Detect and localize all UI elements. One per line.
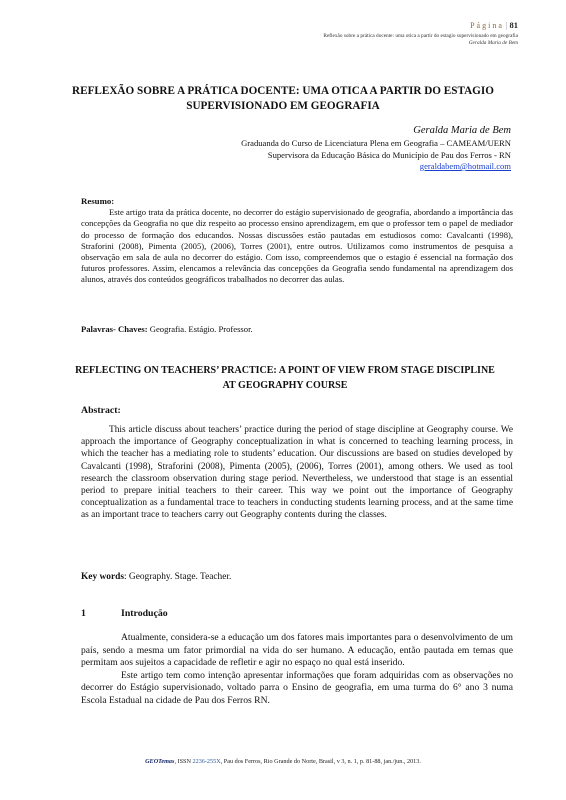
intro-body [81, 632, 513, 708]
author-block [111, 124, 511, 173]
page-label: Página [470, 21, 504, 30]
abstract-section [81, 424, 513, 522]
abstract-keywords [81, 572, 231, 582]
page-header [323, 20, 518, 47]
article-title-en: REFLECTING ON TEACHERS’ PRACTICE: A POINT OF VIEW FROM STAGE DISCIPLINE AT GEOGRAPHY COURSE [75, 365, 495, 391]
resumo-keywords [81, 324, 513, 335]
running-header [323, 33, 518, 47]
article-title-pt: REFLEXÃO SOBRE A PRÁTICA DOCENTE: UMA OTICA A PARTIR DO ESTAGIO SUPERVISIONADO EM GEOGRAFIA [72, 85, 494, 112]
author-affiliation-2: Supervisora da Educação Básica do Município de Pau dos Ferros - RN [267, 149, 511, 160]
page-number-line: Página | 81 [470, 20, 518, 30]
resumo-keywords-label: Palavras- Chaves: [81, 324, 148, 334]
author-email-link[interactable]: geraldabem@hotmail.com [419, 161, 511, 171]
abstract-keywords-text: : Geography. Stage. Teacher. [123, 572, 232, 582]
intro-section-title: Introdução [121, 608, 168, 619]
abstract-keywords-label: Key words [81, 572, 124, 582]
resumo-keywords-text: Geografia. Estágio. Professor. [149, 324, 253, 334]
author-affiliation-1: Graduanda do Curso de Licenciatura Plena em Geografia – CAMEAM/UERN [241, 138, 511, 148]
intro-heading [81, 608, 168, 619]
resumo-text: Este artigo trata da prática docente, no decorrer do estágio supervisionado de geografia, abordando a importância das concepções da Geografia no que diz respeito ao processo ensino aprendizagem, em que o professor tem o papel de mediador do processo de formação dos educandos. Nossas discussões estão pautadas em estudiosos como: Cavalcanti (1998), Straforini (2008), Pimenta (2005), (2006), Torres (2001), entre outros. Utilizamos como instrumentos de pesquisa a observação em sala de aula no decorrer do estágio. Com isso, compreendemos que o estagio é essencial na formação dos futuros professores. Assim, elencamos a relevância das concepções da Geografia sendo fundamental na aprendizagem dos alunos, através dos conteúdos geográficos trabalhados no decorrer das aulas. [81, 207, 513, 285]
intro-paragraph-1: Atualmente, considera-se a educação um dos fatores mais importantes para o desenvolvimento de um país, sendo a mesma um fator primordial na vida do ser humano. A educação, então pautada em temas que permitam aos sujeitos a capacidade de refletir e agir no espaço no qual está inserido. [81, 632, 513, 669]
resumo-section [81, 196, 513, 286]
issn-number: 2236-255X [192, 758, 221, 765]
abstract-text: This article discuss about teachers’ practice during the period of stage discipline at Geography course. We approach the importance of Geography conceptualization in what is concerned to teaching learning process, in which the teacher has a mediating role to students’ education. Our discussions are based on studies developed by Cavalcanti (1998), Straforini (2008), Pimenta (2005), (2006), Torres (2001), among others. We used as tool research the classroom observation during stage period. Nevertheless, we understood that stage is an essential period to prepare initial teachers to their career. This way we point out the importance of Geography conceptualization as a fundamental trace to teachers in conducting students learning process, and at the same time as an important trace to teachers carry out Geography contents during the classes. [81, 425, 513, 521]
intro-section-number: 1 [81, 608, 86, 619]
page-footer [0, 758, 566, 765]
author-name: Geralda Maria de Bem [413, 125, 511, 136]
journal-logo: GEOTemas [145, 758, 175, 765]
abstract-heading: Abstract: [81, 405, 121, 416]
running-author: Geralda Maria de Bem [468, 40, 518, 46]
footer-citation: , Pau dos Ferros, Rio Grande do Norte, Brasil, v 3, n. 1, p. 81-88, jan./jun., 2013. [220, 758, 421, 765]
resumo-heading: Resumo: [81, 196, 115, 206]
issn-label: , ISSN [174, 758, 193, 765]
intro-paragraph-2: Este artigo tem como intenção apresentar informações que foram adquiridas com as observações no decorrer do Estágio supervisionado, voltado parra o Ensino de geografia, em uma turma do 6° ano 3 numa Escola Estadual na cidade de Pau dos Ferros RN. [81, 669, 513, 706]
running-title: Reflexão sobre a prática docente: uma otica a partir do estagio supervisionado em geografia [323, 33, 518, 39]
page-number: 81 [509, 20, 518, 30]
